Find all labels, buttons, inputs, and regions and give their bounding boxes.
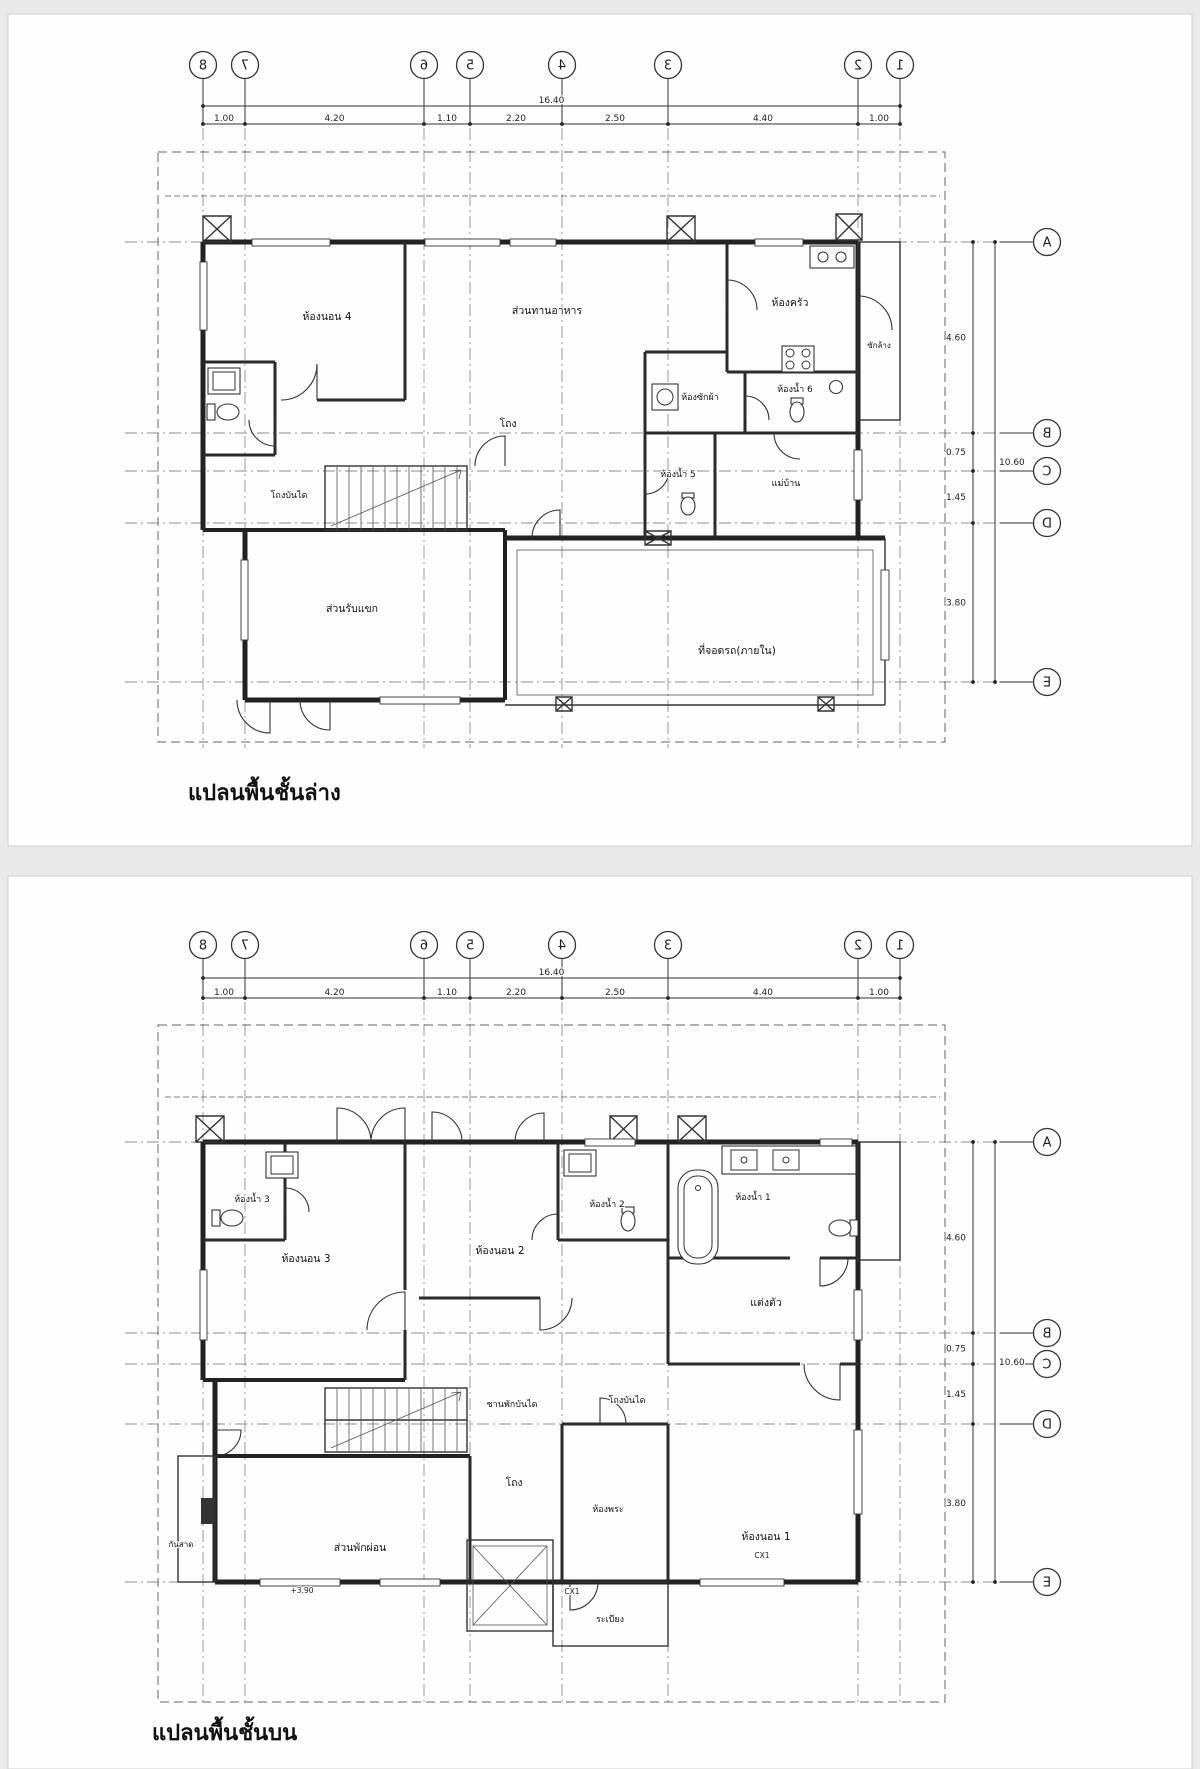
grid-bubble-label: 3 [663, 58, 673, 74]
room-label-dressing: แต่งตัว [750, 1297, 782, 1309]
room-label-dining: ส่วนทานอาหาร [511, 305, 583, 317]
grid-bubble-label: 1 [895, 938, 905, 954]
grid-bubble-label: B [1042, 426, 1052, 442]
dimension-label: 1.45 [945, 493, 966, 503]
room-label-maid: แม่บ้าน [771, 479, 801, 489]
row-bubble [1034, 1569, 1061, 1596]
room-label-kitchen: ห้องครัว [771, 297, 809, 309]
grid-bubble-label: 7 [240, 58, 250, 74]
cx-annotation: CX1 [754, 1551, 770, 1560]
dimension-label: 3.80 [945, 1499, 966, 1509]
dimension-label: 4.20 [324, 114, 345, 124]
column-bubble [232, 52, 259, 79]
dimension-label: 2.50 [604, 114, 626, 124]
room-label-bath2: ห้องน้ำ 2 [589, 1200, 625, 1210]
room-label-awning: กันสาด [168, 1540, 194, 1549]
room-label-wash-area: ซักล้าง [867, 341, 891, 350]
column-bubble [887, 932, 914, 959]
dimension-label: 2.50 [604, 988, 626, 998]
upper-floor-sheet [8, 876, 1192, 1769]
column-bubble [845, 52, 872, 79]
room-label-stair-landing: ชานพักบันได [486, 1400, 538, 1410]
grid-bubble-label: 4 [557, 938, 567, 954]
column-bubble [411, 932, 438, 959]
dimension-label: 1.45 [945, 1390, 966, 1400]
dimension-label: 10.60 [999, 458, 1025, 468]
column-bubble [457, 932, 484, 959]
column-bubble [549, 52, 576, 79]
column-bubble [457, 52, 484, 79]
dimension-label: 4.40 [752, 114, 774, 124]
grid-bubble-label: 1 [895, 58, 905, 74]
toilet-icon [221, 1210, 243, 1226]
toilet-icon [681, 497, 695, 515]
row-bubble [1034, 1411, 1061, 1438]
dimension-label: 0.75 [945, 448, 966, 458]
column-bubble [887, 52, 914, 79]
row-bubble [1034, 458, 1061, 485]
grid-bubble-label: 4 [557, 58, 567, 74]
dimension-label: 4.20 [324, 988, 345, 998]
grid-bubble-label: 5 [465, 938, 475, 954]
row-bubble [1034, 510, 1061, 537]
grid-bubble-label: B [1042, 1326, 1052, 1342]
room-label-hall: โถง [505, 1477, 523, 1489]
room-label-bath3: ห้องน้ำ 3 [234, 1195, 270, 1205]
dimension-label: 3.80 [945, 598, 966, 609]
dimension-label: 1.00 [213, 114, 235, 124]
grid-bubble-label: 6 [419, 58, 429, 74]
row-bubble [1034, 1320, 1061, 1347]
column-bubble [190, 52, 217, 79]
kitchen-sink-icon [810, 246, 854, 268]
grid-bubble-label: 2 [853, 938, 863, 954]
grid-bubble-label: E [1042, 1575, 1052, 1591]
grid-bubble-label: D [1041, 516, 1053, 532]
column-bubble [411, 52, 438, 79]
grid-bubble-label: 8 [198, 938, 208, 954]
row-bubble [1034, 1351, 1061, 1378]
dimension-label: 2.20 [505, 988, 527, 998]
column-bubble [190, 932, 217, 959]
room-label-stair-hall: โถงบันได [608, 1396, 646, 1406]
row-bubble [1034, 1129, 1061, 1156]
grid-bubble-label: 3 [663, 938, 673, 954]
room-label-bath5: ห้องน้ำ 5 [660, 470, 696, 480]
room-label-bedroom1: ห้องนอน 1 [741, 1531, 791, 1543]
toilet-icon [790, 402, 804, 422]
dimension-label: 4.40 [752, 988, 774, 998]
dimension-label: 4.60 [945, 333, 966, 344]
room-label-laundry: ห้องซักผ้า [681, 393, 719, 403]
room-label-prayer: ห้องพระ [592, 1505, 624, 1515]
column-bubble [845, 932, 872, 959]
room-label-bedroom3: ห้องนอน 3 [281, 1253, 331, 1265]
room-label-bath1: ห้องน้ำ 1 [735, 1193, 771, 1203]
row-bubble [1034, 669, 1061, 696]
room-label-hall: โถง [499, 418, 517, 430]
level-annotation: +3.90 [290, 1586, 314, 1595]
sheet-title-ground-floor: แปลนพื้นชั้นล่าง [188, 781, 341, 806]
room-label-stair-hall: โถงบันได [270, 491, 308, 501]
grid-bubble-label: C [1042, 464, 1052, 480]
room-label-garage: ที่จอดรถ(ภายใน) [698, 645, 776, 657]
row-bubble [1034, 229, 1061, 256]
dimension-label: 10.60 [999, 1358, 1025, 1368]
toilet-icon [217, 404, 239, 420]
dimension-label: 2.20 [505, 114, 527, 124]
dimension-label: 1.00 [868, 114, 890, 124]
grid-bubble-label: 2 [853, 58, 863, 74]
ground-floor-sheet [8, 14, 1192, 846]
grid-bubble-label: 5 [465, 58, 475, 74]
room-label-bath6: ห้องน้ำ 6 [777, 385, 813, 395]
grid-bubble-label: 6 [419, 938, 429, 954]
room-label-bedroom4: ห้องนอน 4 [302, 311, 352, 323]
dimension-label: 1.00 [213, 988, 235, 998]
dimension-label: 1.10 [436, 114, 458, 124]
cx-annotation: CX1 [564, 1587, 580, 1596]
grid-bubble-label: C [1042, 1357, 1052, 1373]
dimension-label: 1.10 [436, 988, 458, 998]
basin-icon [830, 381, 843, 394]
grid-bubble-label: D [1041, 1417, 1053, 1433]
dimension-label: 1.00 [868, 988, 890, 998]
dimension-label: 4.60 [945, 1233, 966, 1244]
sheet-title-upper-floor: แปลนพื้นชั้นบน [152, 1721, 298, 1746]
column-bubble [232, 932, 259, 959]
room-label-balcony: ระเบียง [595, 1615, 625, 1625]
grid-bubble-label: E [1042, 675, 1052, 691]
washer-icon [652, 384, 678, 410]
dimension-label: 16.40 [538, 96, 565, 106]
toilet-icon [621, 1211, 635, 1231]
column-bubble [549, 932, 576, 959]
column-bubble [655, 932, 682, 959]
awning-post [201, 1498, 214, 1524]
room-label-bedroom2: ห้องนอน 2 [475, 1245, 525, 1257]
grid-bubble-label: A [1042, 235, 1052, 251]
room-label-living: ส่วนรับแขก [325, 603, 379, 615]
grid-bubble-label: 8 [198, 58, 208, 74]
row-bubble [1034, 420, 1061, 447]
dimension-label: 0.75 [945, 1344, 966, 1355]
toilet-icon [829, 1220, 851, 1236]
column-bubble [655, 52, 682, 79]
grid-bubble-label: 7 [240, 938, 250, 954]
room-label-lounge: ส่วนพักผ่อน [333, 1542, 387, 1554]
dimension-label: 16.40 [538, 968, 565, 978]
grid-bubble-label: A [1042, 1135, 1052, 1151]
